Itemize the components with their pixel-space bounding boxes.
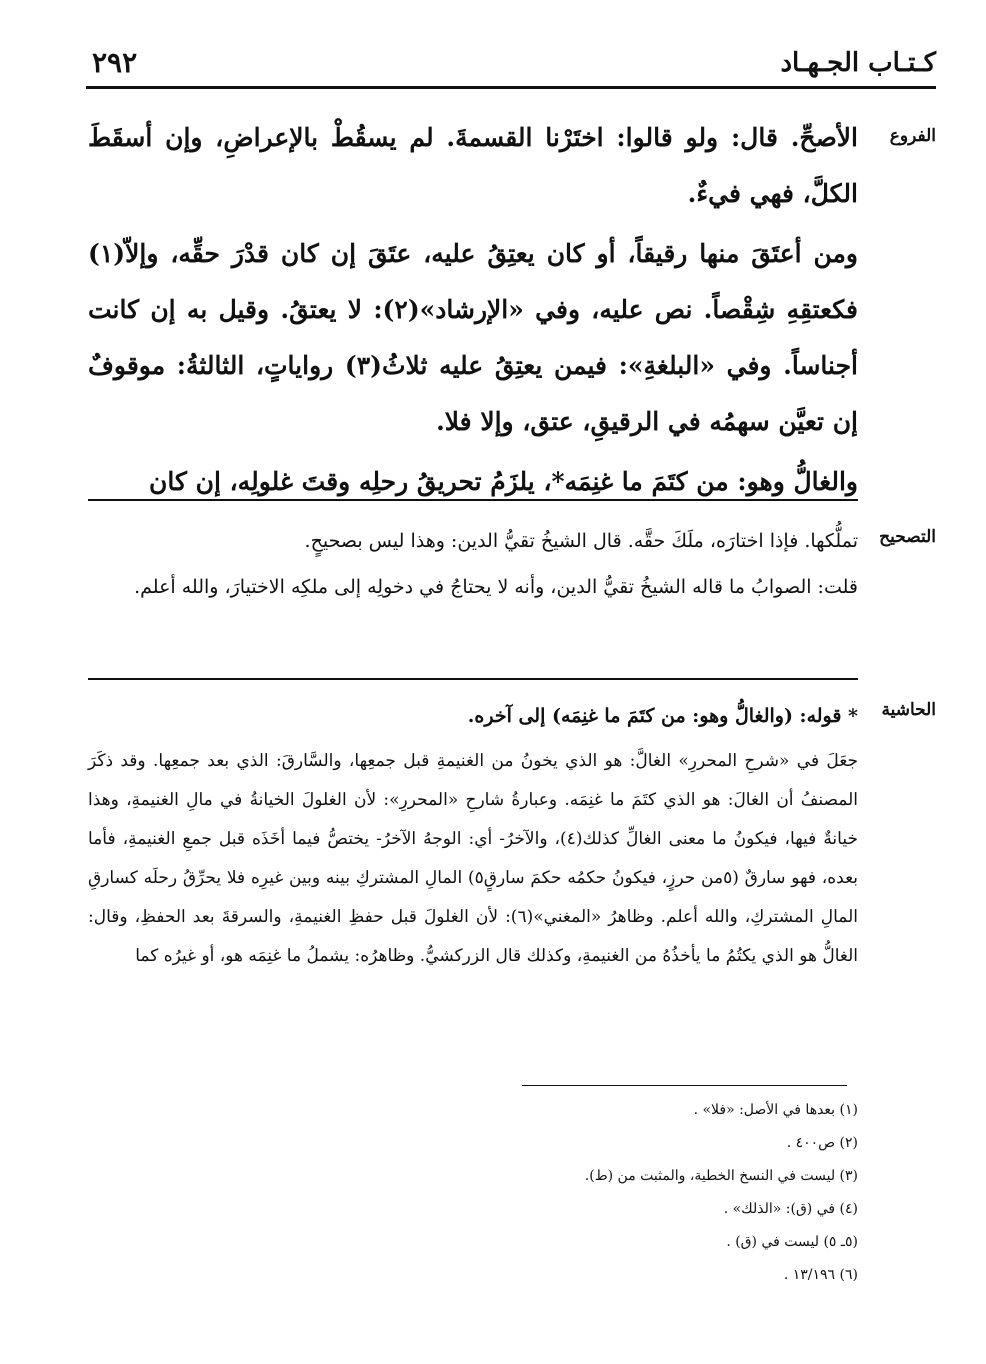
- furu-paragraph-3: والغالُّ وهو: من كتَمَ ما غنِمَه*، يلزَمُ تحريقُ رحلِه وقتَ غلولِه، إن كان: [149, 467, 858, 496]
- footnote-5: (٥ـ ٥) ليست في (ق) .: [726, 1234, 858, 1250]
- footnote-1: (١) بعدها في الأصل: «فلا» .: [693, 1102, 858, 1118]
- section-divider: [88, 678, 858, 680]
- section-tashih: [88, 518, 858, 610]
- tashih-paragraph-1: تملُّكها. فإذا اختارَه، ملَكَ حقَّه. قال الشيخُ تقيُّ الدين: وهذا ليس بصحيحٍ.: [304, 530, 858, 552]
- hashiya-body: جعَلَ في «شرحِ المحررِ» الغالَّ: هو الذي يخونُ من الغنيمةِ قبل جمعِها، والسَّارقَ: الذي بعد جمعِها. وقد ذكَرَ المصنفُ أن الغالَ: هو الذي كتَمَ ما غنِمَه. وعبارةُ شارحِ «المحررِ»: لأن الغلولَ الخيانةُ في مالِ الغنيمةِ، وهذا خيانةٌ فيها، فيكونُ ما معنى الغالِّ كذلك(٤)، والآخرُ- أي: الوجهُ الآخرُ- يختصُّ فيما أخَذَه قبل جمعِ الغنيمةِ، فأما بعده، فهو سارقٌ (٥من حرزٍ، فيكونُ حكمُه حكمَ سارقٍ٥) المالِ المشتركِ بينه وبين غيرِه فلا يحرِّقُ رحلَه كسارقِ المالِ المشتركِ، والله أعلم. وظاهرُ «المغني»(٦): لأن الغلولَ قبل حفظِ الغنيمةِ، والسرقةَ بعد الحفظِ، وقال: الغالُّ هو الذي يكتُمُ ما يأخذُهُ من الغنيمةِ، وكذلك قال الزركشيُّ. وظاهرُه: يشملُ ما غنِمَه هو، أو غيرُه كما: [88, 751, 859, 966]
- running-header-title: كـتـاب الجـهـاد: [780, 48, 936, 78]
- header-rule: [86, 86, 936, 89]
- footnotes: [338, 1094, 858, 1292]
- hashiya-lead: * قوله: (والغالُّ وهو: من كتَمَ ما غنِمَه) إلى آخره.: [467, 705, 858, 727]
- section-label-hashiya: الحاشية: [881, 700, 936, 720]
- section-furu: [88, 110, 858, 510]
- furu-paragraph-1: الأصحِّ. قال: ولو قالوا: اختَرْنا القسمةَ. لم يسقُطْ بالإعراضِ، وإن أسقَطَ الكلَّ، فهي فيءٌ.: [88, 123, 858, 208]
- tashih-paragraph-2: قلت: الصوابُ ما قاله الشيخُ تقيُّ الدين، وأنه لا يحتاجُ في دخولِه إلى ملكِه الاختيارَ، والله أعلم.: [134, 576, 858, 598]
- section-label-tashih: التصحيح: [879, 527, 936, 547]
- footnote-3: (٣) ليست في النسخ الخطية، والمثبت من (ط).: [584, 1168, 858, 1184]
- furu-paragraph-2: ومن أعتَقَ منها رقيقاً، أو كان يعتِقُ عليه، عتَقَ إن كان قدْرَ حقِّه، وإلاّ(١) فكعتقِهِ شِقْصاً. نص عليه، وفي «الإرشاد»(٢): لا يعتقُ. وقيل به إن كانت أجناساً. وفي «البلغةِ»: فيمن يعتِقُ عليه ثلاثُ(٣) رواياتٍ، الثالثةُ: موقوفٌ إن تعيَّن سهمُه في الرقيقِ، عتق، وإلا فلا.: [88, 239, 858, 436]
- section-hashiya: [88, 696, 858, 976]
- section-label-furu: الفروع: [889, 126, 936, 146]
- page-number: ٢٩٢: [92, 46, 138, 79]
- section-divider: [88, 499, 858, 501]
- footnote-rule: [522, 1085, 847, 1086]
- footnote-2: (٢) ص٤٠٠ .: [786, 1135, 858, 1151]
- footnote-6: (٦) ١٣/١٩٦ .: [783, 1267, 858, 1283]
- footnote-4: (٤) في (ق): «الذلك» .: [723, 1201, 858, 1217]
